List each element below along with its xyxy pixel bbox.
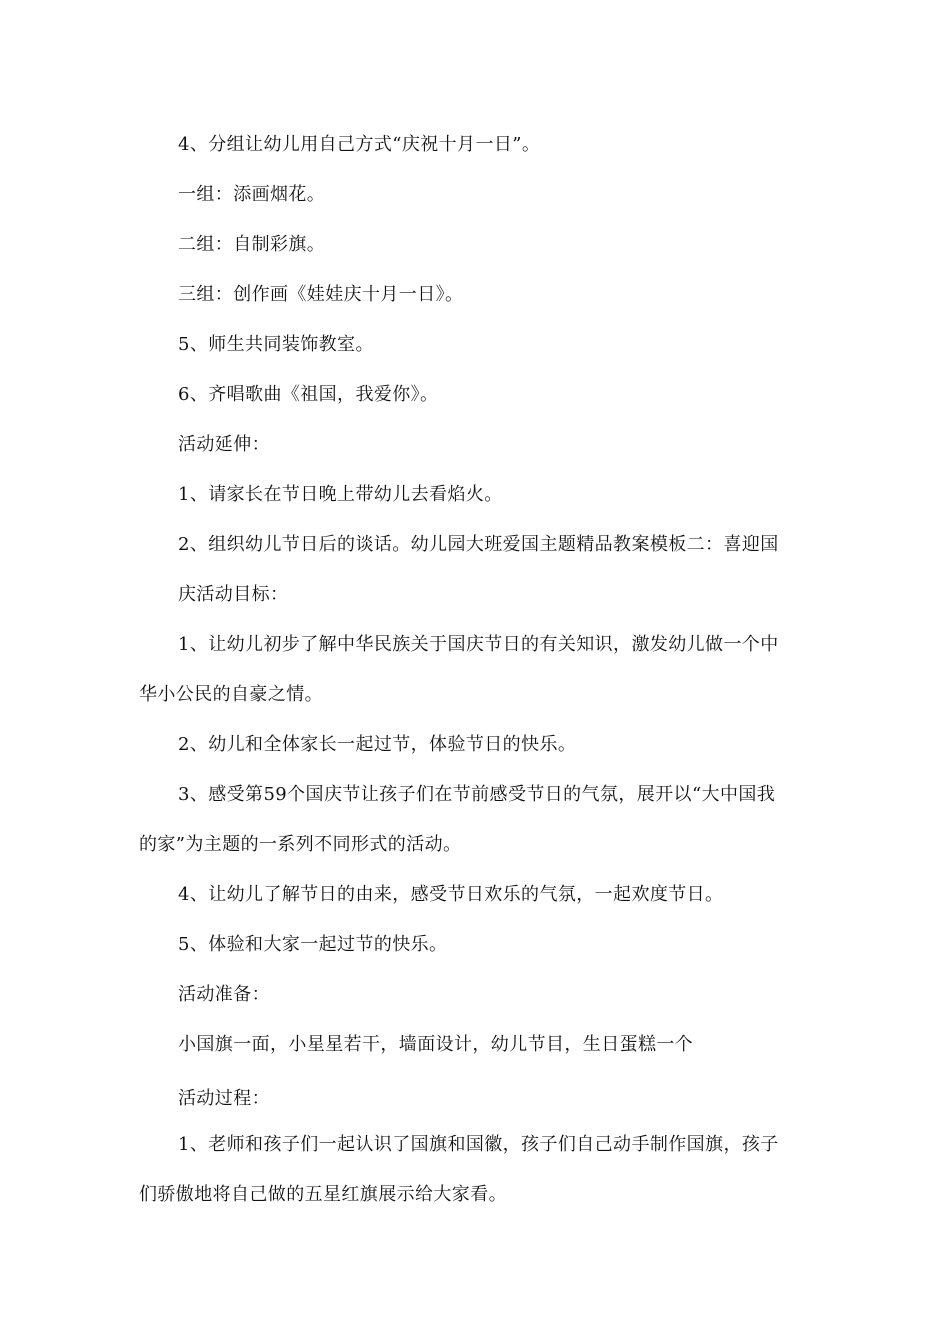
paragraph-line: 5、师生共同装饰教室。 bbox=[178, 334, 374, 355]
paragraph-line: 5、体验和大家一起过节的快乐。 bbox=[178, 934, 448, 955]
paragraph-line: 庆活动目标： bbox=[178, 584, 289, 605]
paragraph-line: 6、齐唱歌曲《祖国，我爱你》。 bbox=[178, 384, 439, 405]
paragraph-line: 一组：添画烟花。 bbox=[178, 184, 326, 205]
paragraph-line: 1、请家长在节日晚上带幼儿去看焰火。 bbox=[178, 484, 503, 505]
paragraph-line: 三组：创作画《娃娃庆十月一日》。 bbox=[178, 284, 464, 305]
paragraph-line: 3、感受第59个国庆节让孩子们在节前感受节日的气氛，展开以“大中国我 bbox=[178, 784, 776, 805]
paragraph-line: 的家”为主题的一系列不同形式的活动。 bbox=[139, 834, 462, 855]
paragraph-line: 2、幼儿和全体家长一起过节，体验节日的快乐。 bbox=[178, 734, 577, 755]
paragraph-line: 4、让幼儿了解节日的由来，感受节日欢乐的气氛，一起欢度节日。 bbox=[178, 884, 724, 905]
paragraph-line: 二组：自制彩旗。 bbox=[178, 234, 326, 255]
section-heading: 活动准备： bbox=[178, 984, 270, 1005]
paragraph-line: 1、让幼儿初步了解中华民族关于国庆节日的有关知识，激发幼儿做一个中 bbox=[178, 634, 779, 655]
section-heading: 活动延伸： bbox=[178, 434, 270, 455]
paragraph-line: 小国旗一面，小星星若干，墙面设计，幼儿节目，生日蛋糕一个 bbox=[178, 1034, 694, 1055]
section-heading: 活动过程： bbox=[178, 1088, 270, 1109]
paragraph-line: 1、老师和孩子们一起认识了国旗和国徽，孩子们自己动手制作国旗，孩子 bbox=[178, 1134, 779, 1155]
paragraph-line: 们骄傲地将自己做的五星红旗展示给大家看。 bbox=[139, 1184, 507, 1205]
paragraph-line: 2、组织幼儿节日后的谈话。幼儿园大班爱国主题精品教案模板二：喜迎国 bbox=[178, 534, 779, 555]
paragraph-line: 华小公民的自豪之情。 bbox=[139, 684, 323, 705]
paragraph-line: 4、分组让幼儿用自己方式“庆祝十月一日”。 bbox=[178, 134, 541, 155]
